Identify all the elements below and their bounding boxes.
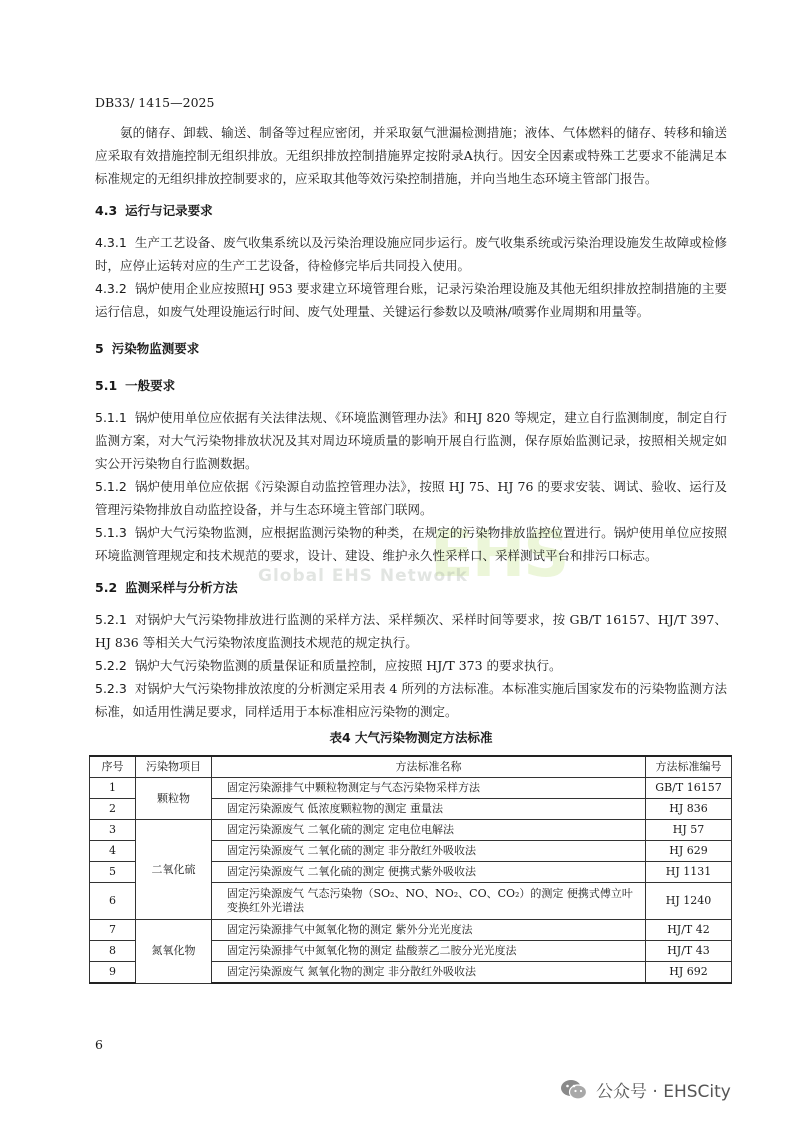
clause-5-1-2: 5.1.2 锅炉使用单位应依据《污染源自动监控管理办法》，按照 HJ 75、HJ 76 的要求安装、调试、验收、运行及管理污染物排放自动监控设备，并与生态环境主管部门联网。 — [95, 479, 727, 517]
method-code: GB/T 16157 — [646, 778, 732, 799]
heading-5-2: 5.2 监测采样与分析方法 — [95, 580, 238, 595]
pollutant-group: 二氧化硫 — [136, 820, 212, 920]
method-name: 固定污染源排气中氮氧化物的测定 盐酸萘乙二胺分光光度法 — [212, 941, 646, 962]
heading-4-3: 4.3 运行与记录要求 — [95, 203, 213, 218]
method-code: HJ 629 — [646, 841, 732, 862]
clause-5-1-3: 5.1.3 锅炉大气污染物监测，应根据监测污染物的种类，在规定的污染物排放监控位置进行。锅炉使用单位应按照环境监测管理规定和技术规范的要求，设计、建设、维护永久性采样口、采样测试平台和排污口标志。 — [95, 525, 727, 563]
method-name: 固定污染源废气 低浓度颗粒物的测定 重量法 — [212, 799, 646, 820]
table-row — [90, 778, 732, 799]
wechat-icon — [560, 1079, 588, 1101]
row-no: 8 — [90, 941, 136, 962]
footer-account-text: 公众号 · EHSCity — [596, 1082, 731, 1102]
method-name: 固定污染源废气 二氧化硫的测定 非分散红外吸收法 — [212, 841, 646, 862]
clause-5-2-3: 5.2.3 对锅炉大气污染物排放浓度的分析测定采用表 4 所列的方法标准。本标准实施后国家发布的污染物监测方法标准，如适用性满足要求，同样适用于本标准相应污染物的测定。 — [95, 681, 727, 719]
clause-4-3-1: 4.3.1 生产工艺设备、废气收集系统以及污染治理设施应同步运行。废气收集系统或污染治理设施发生故障或检修时，应停止运转对应的生产工艺设备，待检修完毕后共同投入使用。 — [95, 235, 727, 273]
header-method-code: 方法标准编号 — [646, 756, 732, 778]
methods-table — [89, 755, 732, 984]
heading-5-1: 5.1 一般要求 — [95, 378, 176, 393]
header-no: 序号 — [90, 756, 136, 778]
watermark-logo: EHS — [430, 518, 568, 592]
row-no: 1 — [90, 778, 136, 799]
header-method-name: 方法标准名称 — [212, 756, 646, 778]
method-name: 固定污染源废气 氮氧化物的测定 非分散红外吸收法 — [212, 962, 646, 984]
row-no: 5 — [90, 862, 136, 883]
row-no: 2 — [90, 799, 136, 820]
method-name: 固定污染源废气 二氧化硫的测定 便携式紫外吸收法 — [212, 862, 646, 883]
method-name: 固定污染源废气 气态污染物（SO₂、NO、NO₂、CO、CO₂）的测定 便携式傅立叶变换红外光谱法 — [212, 883, 646, 920]
document-body — [95, 121, 727, 984]
pollutant-group: 氮氧化物 — [136, 920, 212, 984]
method-name: 固定污染源排气中颗粒物测定与气态污染物采样方法 — [212, 778, 646, 799]
clause-5-1-1: 5.1.1 锅炉使用单位应依据有关法律法规、《环境监测管理办法》和HJ 820 等规定，建立自行监测制度，制定自行监测方案，对大气污染物排放状况及其对周边环境质量的影响开展自行监测，保存原始监测记录，按照相关规定如实公开污染物自行监测数据。 — [95, 410, 727, 471]
clause-5-2-2: 5.2.2 锅炉大气污染物监测的质量保证和质量控制，应按照 HJ/T 373 的要求执行。 — [95, 658, 562, 673]
header-pollutant: 污染物项目 — [136, 756, 212, 778]
watermark-text: Global EHS Network — [258, 566, 468, 586]
table-title: 表4 大气污染物测定方法标准 — [329, 730, 493, 745]
clause-4-3-2: 4.3.2 锅炉使用企业应按照HJ 953 要求建立环境管理台账，记录污染治理设施及其他无组织排放控制措施的主要运行信息，如废气处理设施运行时间、废气处理量、关键运行参数以及喷淋/喷雾作业周期和用量等。 — [95, 281, 727, 319]
page-number: 6 — [95, 1037, 103, 1052]
row-no: 3 — [90, 820, 136, 841]
standard-code: DB33/ 1415—2025 — [95, 95, 215, 110]
table-row — [90, 920, 732, 941]
method-code: HJ 57 — [646, 820, 732, 841]
clause-5-2-1: 5.2.1 对锅炉大气污染物排放进行监测的采样方法、采样频次、采样时间等要求，按 GB/T 16157、HJ/T 397、HJ 836 等相关大气污染物浓度监测技术规范的规定执行。 — [95, 612, 727, 650]
footer-account — [560, 1077, 731, 1102]
row-no: 7 — [90, 920, 136, 941]
table-header-row — [90, 756, 732, 778]
method-code: HJ 1240 — [646, 883, 732, 920]
method-name: 固定污染源排气中氮氧化物的测定 紫外分光光度法 — [212, 920, 646, 941]
method-code: HJ/T 42 — [646, 920, 732, 941]
method-code: HJ/T 43 — [646, 941, 732, 962]
row-no: 9 — [90, 962, 136, 984]
method-code: HJ 836 — [646, 799, 732, 820]
row-no: 4 — [90, 841, 136, 862]
heading-5: 5 污染物监测要求 — [95, 341, 200, 356]
table-row — [90, 820, 732, 841]
pollutant-group: 颗粒物 — [136, 778, 212, 820]
row-no: 6 — [90, 883, 136, 920]
intro-paragraph: 氨的储存、卸载、输送、制备等过程应密闭，并采取氨气泄漏检测措施；液体、气体燃料的储存、转移和输送应采取有效措施控制无组织排放。无组织排放控制措施界定按附录A执行。因安全因素或特殊工艺要求不能满足本标准规定的无组织排放控制要求的，应采取其他等效污染控制措施，并向当地生态环境主管部门报告。 — [95, 125, 727, 186]
method-code: HJ 692 — [646, 962, 732, 984]
method-name: 固定污染源废气 二氧化硫的测定 定电位电解法 — [212, 820, 646, 841]
method-code: HJ 1131 — [646, 862, 732, 883]
